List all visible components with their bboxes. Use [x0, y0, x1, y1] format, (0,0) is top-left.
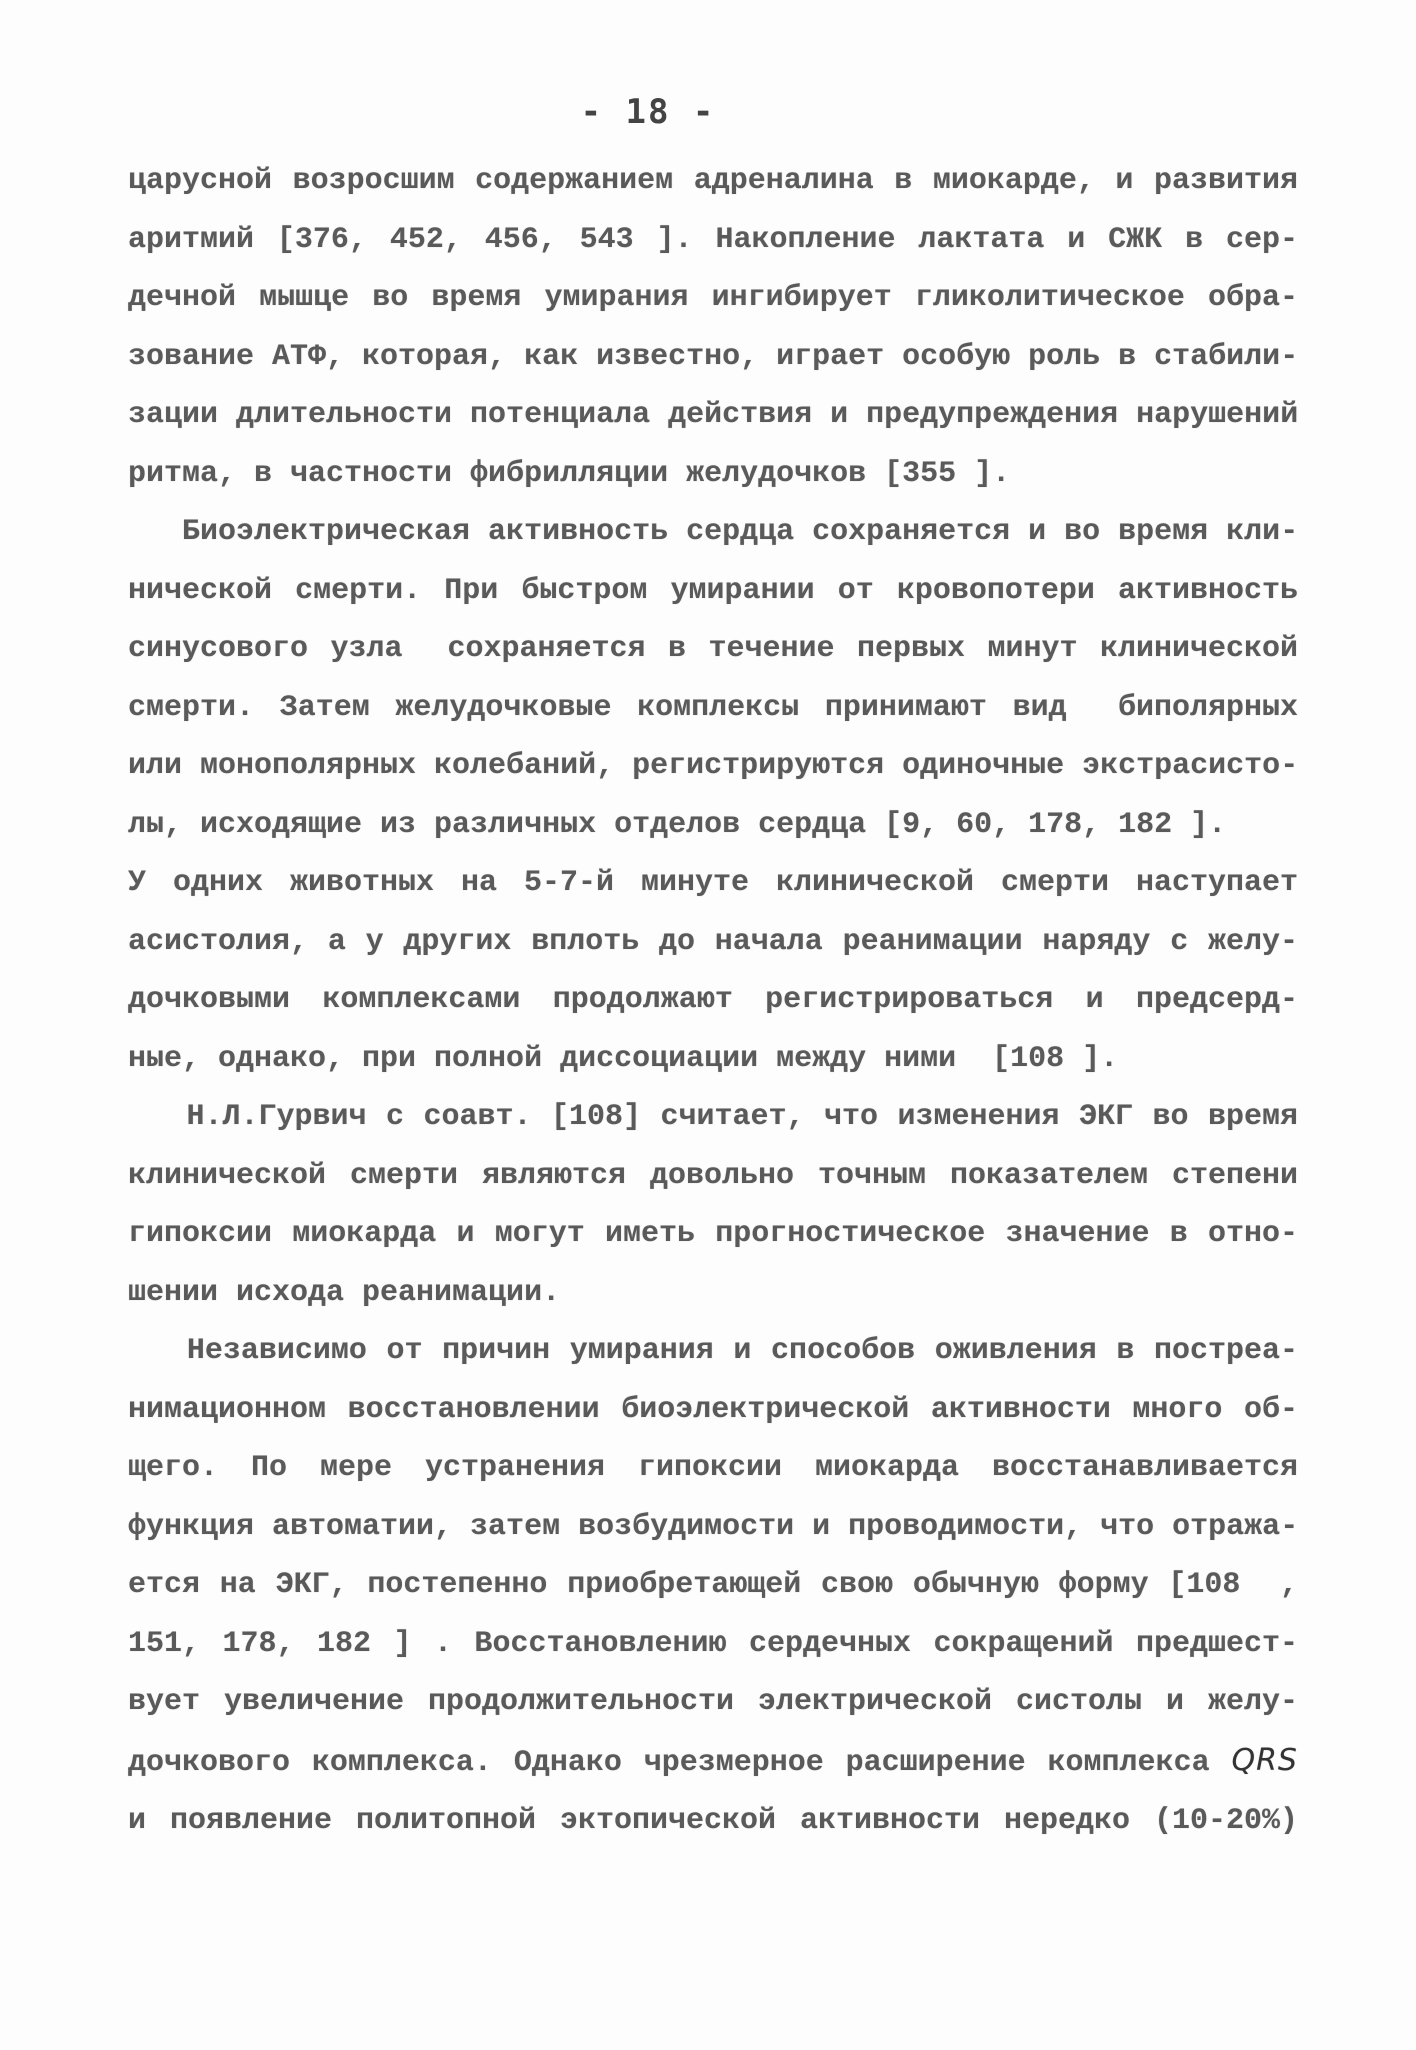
text-line: [128, 1147, 1298, 1206]
text-line: [128, 1205, 1298, 1264]
text-line-content: вует увеличение продолжительности электрической систолы и желу-: [128, 1685, 1298, 1719]
text-line: [128, 328, 1298, 387]
text-line: [128, 854, 1298, 913]
text-line: [128, 1322, 1298, 1381]
text-line: [128, 269, 1298, 328]
text-line-content: и появление политопной эктопической активности нередко (10-20%): [128, 1804, 1298, 1838]
text-line-content: ритма, в частности фибрилляции желудочков [355 ].: [128, 456, 1011, 491]
text-line-content: 151, 178, 182 ] . Восстановлению сердечных сокращений предшест-: [128, 1626, 1298, 1661]
handwritten-annotation: QRS: [1231, 1742, 1298, 1778]
text-line: [128, 503, 1298, 562]
text-line: [128, 737, 1298, 796]
text-line: [128, 386, 1298, 445]
page-number: - 18 -: [580, 92, 716, 132]
text-line-content: зование АТФ, которая, как известно, играет особую роль в стабили-: [128, 339, 1299, 374]
text-line-content: дочковыми комплексами продолжают регистрироваться и предсерд-: [128, 983, 1298, 1017]
text-line-content: дечной мышце во время умирания ингибирует гликолитическое обра-: [128, 281, 1298, 315]
text-line: [128, 1381, 1298, 1440]
text-line: [128, 211, 1298, 270]
text-line-content: нимационном восстановлении биоэлектрической активности много об-: [128, 1392, 1298, 1427]
text-line-content: или монополярных колебаний, регистрируются одиночные экстрасисто-: [128, 749, 1299, 783]
body-text: [128, 152, 1298, 1851]
text-line-content: зации длительности потенциала действия и предупреждения нарушений: [128, 398, 1299, 432]
text-line-content: Независимо от причин умирания и способов оживления в постреа-: [128, 1334, 1298, 1368]
text-line: [128, 1615, 1298, 1674]
text-line-content: Н.Л.Гурвич с соавт. [108] считает, что изменения ЭКГ во время: [128, 1100, 1298, 1134]
text-line: [128, 1264, 1298, 1323]
text-line: [128, 1556, 1298, 1615]
text-line-content: смерти. Затем желудочковые комплексы принимают вид биполярных: [128, 690, 1298, 725]
text-line: [128, 1792, 1298, 1851]
text-line: [128, 445, 1298, 504]
text-line: [128, 620, 1298, 679]
text-line: [128, 1498, 1298, 1557]
text-line-content: ется на ЭКГ, постепенно приобретающей свою обычную форму [108 ,: [128, 1568, 1298, 1602]
text-line-content: функция автоматии, затем возбудимости и проводимости, что отража-: [128, 1509, 1299, 1544]
text-line-content: синусового узла сохраняется в течение первых минут клинической: [128, 632, 1298, 666]
text-line: [128, 1030, 1298, 1089]
text-line: [128, 1732, 1298, 1793]
text-line: [128, 796, 1298, 855]
text-line-content: дочкового комплекса. Однако чрезмерное расширение комплекса: [128, 1745, 1210, 1780]
text-line-content: лы, исходящие из различных отделов сердца [9, 60, 178, 182 ].: [128, 807, 1227, 842]
text-line: [128, 913, 1298, 972]
text-line-content: клинической смерти являются довольно точным показателем степени: [128, 1158, 1298, 1193]
text-line-content: щего. По мере устранения гипоксии миокарда восстанавливается: [128, 1451, 1298, 1485]
text-line: [128, 1088, 1298, 1147]
text-line-content: асистолия, а у других вплоть до начала реанимации наряду с желу-: [128, 924, 1298, 959]
text-line-content: шении исхода реанимации.: [128, 1275, 561, 1310]
text-line: [128, 1673, 1298, 1732]
text-line-content: ные, однако, при полной диссоциации между ними [108 ].: [128, 1041, 1119, 1076]
text-line-content: У одних животных на 5-7-й минуте клинической смерти наступает: [128, 866, 1298, 900]
text-line: [128, 152, 1298, 211]
text-line: [128, 679, 1298, 738]
text-line: [128, 1439, 1298, 1498]
text-line: [128, 971, 1298, 1030]
text-line-content: царусной возросшим содержанием адреналина в миокарде, и развития: [128, 164, 1298, 198]
text-line-content: нической смерти. При быстром умирании от кровопотери активность: [128, 573, 1298, 608]
text-line-content: гипоксии миокарда и могут иметь прогностическое значение в отно-: [128, 1217, 1298, 1251]
text-line-content: аритмий [376, 452, 456, 543 ]. Накопление лактата и СЖК в сер-: [128, 222, 1298, 257]
text-line-content: Биоэлектрическая активность сердца сохраняется и во время кли-: [128, 515, 1299, 549]
text-line: [128, 562, 1298, 621]
